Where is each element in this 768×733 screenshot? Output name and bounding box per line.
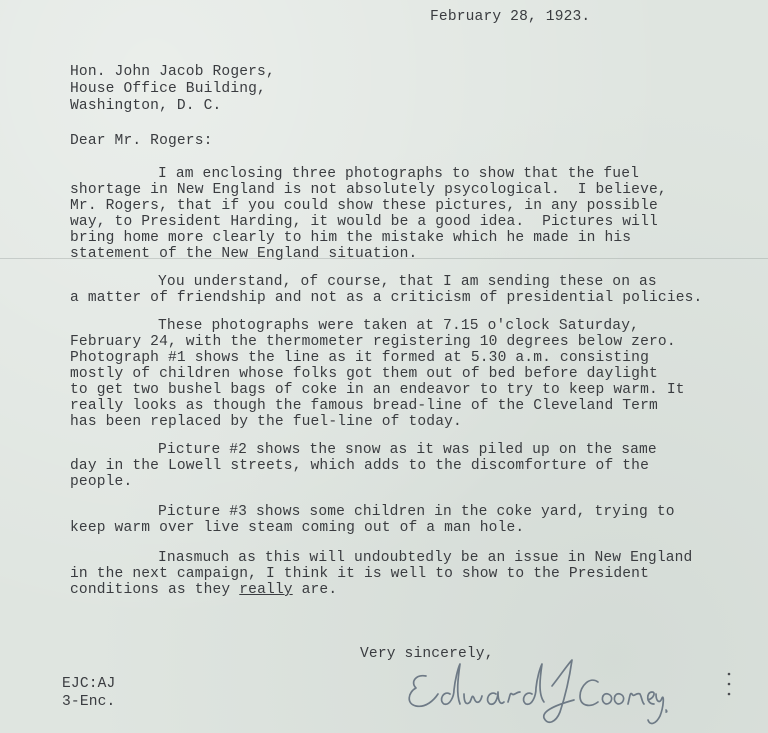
paragraph-2-line-2: a matter of friendship and not as a criticism of presidential policies. bbox=[70, 290, 703, 306]
enclosures-note: 3-Enc. bbox=[62, 694, 116, 710]
paragraph-1-line-3: Mr. Rogers, that if you could show these pictures, in any possible bbox=[70, 198, 658, 214]
paragraph-3-line-6: really looks as though the famous bread-line of the Cleveland Term bbox=[70, 398, 658, 414]
recipient-name: Hon. John Jacob Rogers, bbox=[70, 64, 275, 80]
paragraph-6-line-3 bbox=[70, 582, 337, 598]
paragraph-4-line-1: Picture #2 shows the snow as it was piled up on the same bbox=[158, 442, 657, 458]
paragraph-4-line-2: day in the Lowell streets, which adds to the discomforture of the bbox=[70, 458, 649, 474]
paragraph-4-line-3: people. bbox=[70, 474, 133, 490]
paragraph-5-line-2: keep warm over live steam coming out of a man hole. bbox=[70, 520, 525, 536]
paragraph-6-line-3-suffix: are. bbox=[292, 582, 338, 598]
paragraph-6-line-2: in the next campaign, I think it is well to show to the President bbox=[70, 566, 649, 582]
closing: Very sincerely, bbox=[360, 646, 494, 662]
margin-marks bbox=[726, 670, 732, 700]
paragraph-3-line-5: to get two bushel bags of coke in an endeavor to try to keep warm. It bbox=[70, 382, 685, 398]
letter-date: February 28, 1923. bbox=[430, 9, 591, 25]
recipient-address-line2: Washington, D. C. bbox=[70, 98, 222, 114]
paragraph-3-line-1: These photographs were taken at 7.15 o'clock Saturday, bbox=[158, 318, 640, 334]
salutation: Dear Mr. Rogers: bbox=[70, 133, 213, 149]
paragraph-3-line-4: mostly of children whose folks got them out of bed before daylight bbox=[70, 366, 658, 382]
paragraph-6-line-3-prefix: conditions as they bbox=[70, 582, 240, 598]
paragraph-5-line-1: Picture #3 shows some children in the coke yard, trying to bbox=[158, 504, 675, 520]
recipient-address-line1: House Office Building, bbox=[70, 81, 266, 97]
paragraph-1-line-1: I am enclosing three photographs to show that the fuel bbox=[158, 166, 640, 182]
paragraph-3-line-2: February 24, with the thermometer registering 10 degrees below zero. bbox=[70, 334, 676, 350]
paragraph-3-line-7: has been replaced by the fuel-line of today. bbox=[70, 414, 462, 430]
handwritten-signature bbox=[404, 646, 669, 730]
paragraph-3-line-3: Photograph #1 shows the line as it formed at 5.30 a.m. consisting bbox=[70, 350, 649, 366]
underlined-word: really bbox=[239, 582, 293, 598]
paragraph-1-line-4: way, to President Harding, it would be a good idea. Pictures will bbox=[70, 214, 658, 230]
reference-initials: EJC:AJ bbox=[62, 676, 116, 692]
paragraph-6-line-1: Inasmuch as this will undoubtedly be an issue in New England bbox=[158, 550, 693, 566]
paragraph-1-line-5: bring home more clearly to him the mistake which he made in his bbox=[70, 230, 632, 246]
paragraph-1-line-6: statement of the New England situation. bbox=[70, 246, 418, 262]
paragraph-1-line-2: shortage in New England is not absolutely psycological. I believe, bbox=[70, 182, 667, 198]
paragraph-2-line-1: You understand, of course, that I am sending these on as bbox=[158, 274, 657, 290]
